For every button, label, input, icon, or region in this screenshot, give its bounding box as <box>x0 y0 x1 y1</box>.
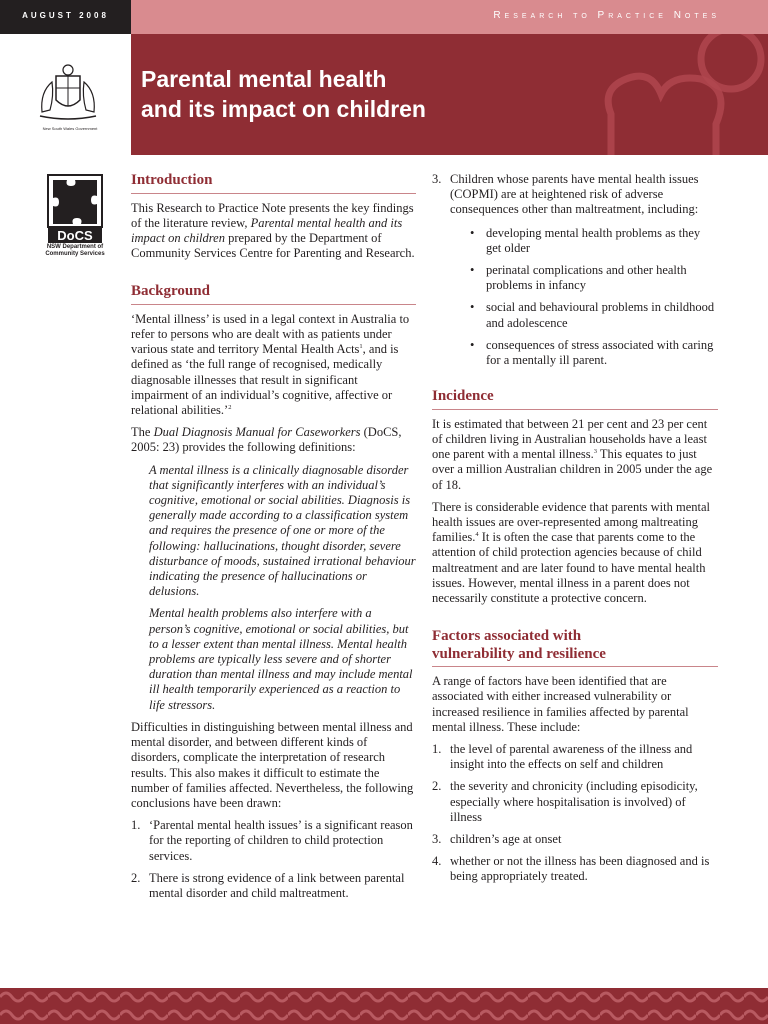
issue-date: AUGUST 2008 <box>22 11 109 20</box>
incidence-paragraph-2: There is considerable evidence that parents with mental health issues are over-represented among maltreating families.$^4$ It is often the case that parents come to the attention of child protection agencies because of child maltreatment and are later found to have mental health issues. However, mental illness in a parent does not necessarily constitute a protective concern. <box>432 499 711 605</box>
footer-pattern <box>0 988 768 1024</box>
list-item: • perinatal complications and other health problems in infancy <box>470 263 687 293</box>
title-line-2: and its impact on children <box>141 96 426 122</box>
list-item: 3. children’s age at onset <box>432 832 562 846</box>
title-line-1: Parental mental health <box>141 66 387 92</box>
incidence-paragraph-1: It is estimated that between 21 per cent and 23 per cent of children living in Australian households have a least one parent with a mental illness.$^3$ This equates to just over a million Australian children in 2005 under the age of 18. <box>432 416 713 492</box>
docs-caption-line-1: NSW Department of <box>46 244 104 250</box>
docs-mark: DoCS <box>57 228 93 243</box>
right-column <box>432 172 718 892</box>
list-item: • developing mental health problems as they get older <box>470 225 701 255</box>
docs-caption-line-2: Community Services <box>45 251 105 257</box>
page-title <box>141 64 426 124</box>
list-item: • social and behavioural problems in childhood and adolescence <box>470 300 715 330</box>
introduction-heading: Introduction <box>131 172 416 194</box>
conclusions-list <box>131 818 416 901</box>
series-name: Research to Practice Notes <box>493 10 720 21</box>
list-item: • consequences of stress associated with caring for a mentally ill parent. <box>470 337 714 368</box>
list-item: 2. the severity and chronicity (including episodicity, especially where hospitalisation is involved) of illness <box>432 779 698 824</box>
list-item: 3. Children whose parents have mental health issues (COPMI) are at heightened risk of adverse consequences other than maltreatment, including: • developing mental health problems as they get older • perinatal complications and other health problems in infancy • social and behavioural problems in childhood and adolescence • consequences of stress associated with caring for a mentally ill parent. <box>432 172 718 368</box>
factors-heading: Factors associated with vulnerability and resilience <box>432 628 718 667</box>
background-paragraph-2: The Dual Diagnosis Manual for Caseworkers (DoCS, 2005: 23) provides the following definitions: <box>131 425 402 455</box>
mental-illness-definition: A mental illness is a clinically diagnosable disorder that significantly interferes with an individual’s cognitive, emotional or social abilities. Diagnosis is generally made according to a classification system and requires the presence of one or more of the following: hallucinations, thought disorder, severe disturbance of moods, sustained irrational behaviour indicating the presence of hallucinations or delusions. <box>149 462 416 599</box>
background-paragraph-1: ‘Mental illness’ is used in a legal context in Australia to refer to persons who are dealt with as patients under various state and territory Mental Health Acts$^1$, and is defined as ‘the full range of recognised, medically diagnosable illnesses that result in significant impairment of an individual’s cognitive, affective or relational abilities.’$^2$ <box>131 311 410 418</box>
mental-health-problems-definition: Mental health problems also interfere with a person’s cognitive, emotional or social abilities, but to a lesser extent than mental illness. Mental health problems are typically less severe and of shorter duration than mental illness and may include mental ill health temporarily experienced as a reaction to life stressors. <box>149 606 413 712</box>
crest-caption: New South Wales Government <box>42 126 98 131</box>
introduction-paragraph: This Research to Practice Note presents the key findings of the literature review, Parental mental health and its impact on children prepared by the Department of Community Services Centre for Parenting and Research. <box>131 200 415 261</box>
background-paragraph-3: Difficulties in distinguishing between mental illness and mental disorder, and between different kinds of disorders, complicate the interpretation of research results. This also makes it difficult to estimate the number of families affected. Nevertheless, the following conclusions have been drawn: <box>131 719 414 810</box>
risks-list <box>450 226 718 369</box>
footer-decoration <box>0 988 768 1024</box>
list-item: 2. There is strong evidence of a link between parental mental disorder and child maltreatment. <box>131 870 405 900</box>
conclusions-list-continued <box>432 172 718 368</box>
nsw-crest-icon <box>34 62 102 126</box>
left-column <box>131 172 416 908</box>
list-item: 1. the level of parental awareness of the illness and insight into the effects on self and children <box>432 741 693 772</box>
list-item: 4. whether or not the illness has been diagnosed and is being appropriately treated. <box>432 854 710 884</box>
docs-logo <box>47 174 103 244</box>
list-item: 1. ‘Parental mental health issues’ is a significant reason for the reporting of children to child protection services. <box>131 818 413 863</box>
factors-intro: A range of factors have been identified that are associated with either increased vulnerability or increased resilience in families affected by parental mental illness. These include: <box>432 674 689 734</box>
docs-caption <box>30 244 120 258</box>
background-heading: Background <box>131 283 416 305</box>
incidence-heading: Incidence <box>432 388 718 410</box>
factors-list <box>432 742 718 885</box>
docs-puzzle-icon <box>47 174 103 244</box>
